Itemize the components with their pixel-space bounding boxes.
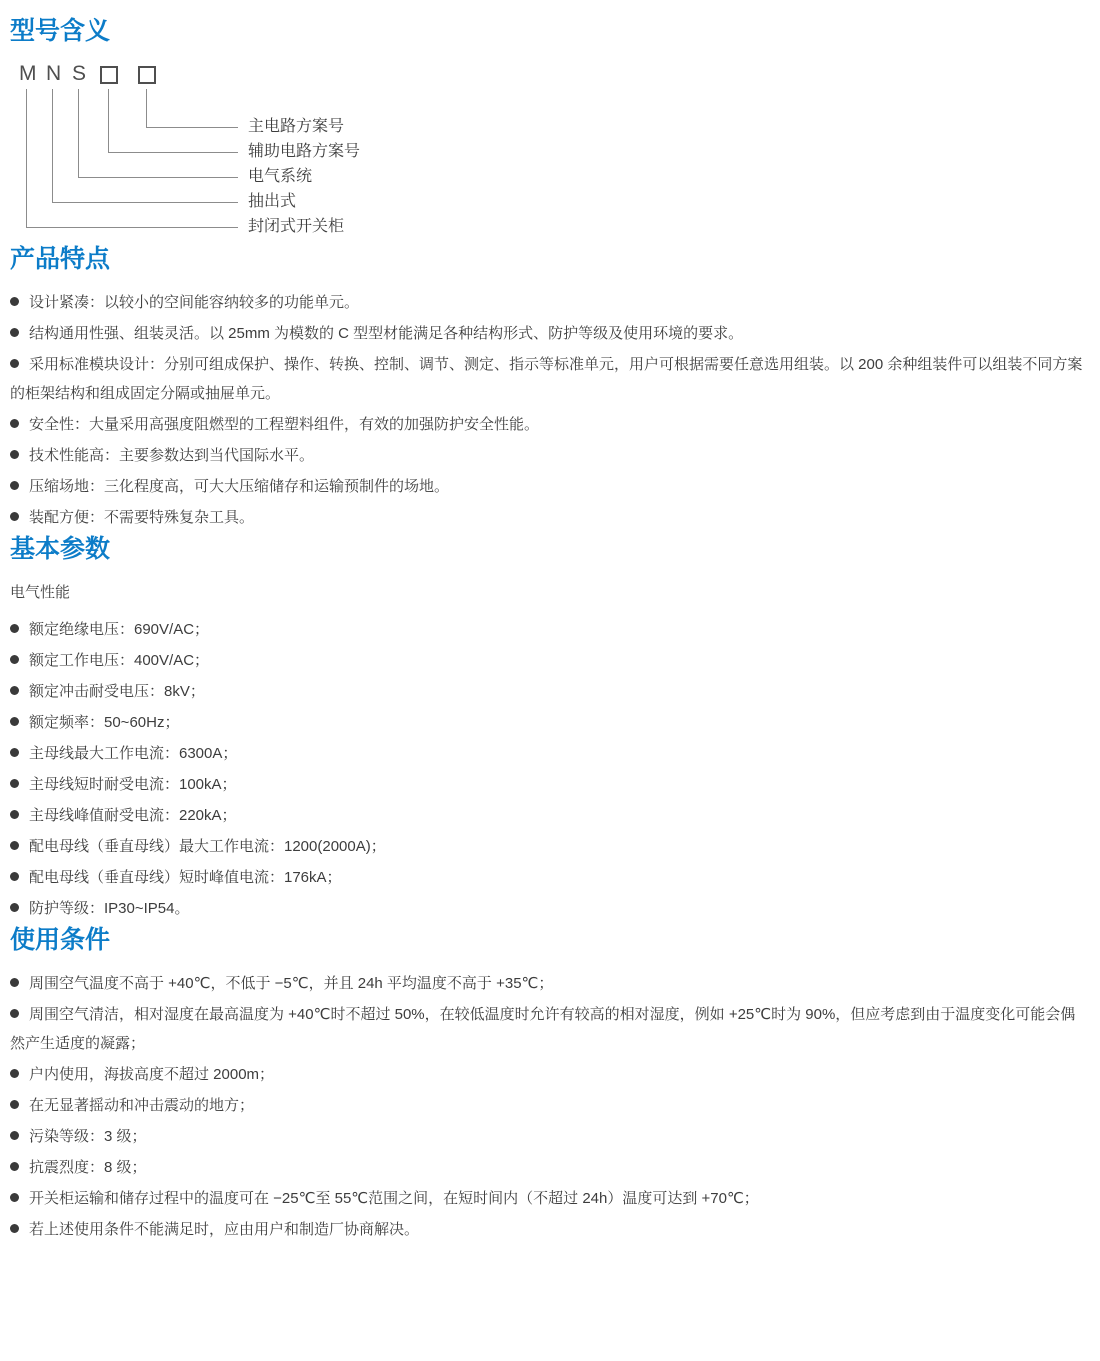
diagram-line [52,202,238,203]
list-item [10,646,1090,675]
feature-text: 压缩场地：三化程度高，可大大压缩储存和运输预制件的场地。 [29,478,450,495]
bullet-icon [10,450,19,459]
list-item [10,708,1090,737]
param-text: 防护等级：IP30~IP54。 [29,900,190,917]
list-item [10,410,1090,439]
list-item [10,350,1090,408]
param-text: 主母线短时耐受电流：100kA； [29,776,237,793]
feature-text: 采用标准模块设计：分别可组成保护、操作、转换、控制、调节、测定、指示等标准单元，用户可根据需要任意选用组装。以 200 余种组装件可以组装不同方案的柜架结构和组成固定分隔或抽屉单元。 [10,356,1083,402]
bullet-icon [10,297,19,306]
bullet-icon [10,1224,19,1233]
bullet-icon [10,978,19,987]
diagram-label-aux-circuit: 辅助电路方案号 [248,143,361,160]
list-item [10,894,1090,923]
features-list [10,288,1090,532]
list-item [10,1000,1090,1058]
param-text: 额定工作电压：400V/AC； [29,652,210,669]
bullet-icon [10,872,19,881]
bullet-icon [10,810,19,819]
diagram-line [26,89,27,227]
features-section-title: 产品特点 [10,245,111,273]
model-code-letter-s: S [72,62,87,85]
diagram-label-electric-system: 电气系统 [248,168,313,185]
diagram-line [146,89,147,127]
list-item [10,288,1090,317]
condition-text: 周围空气清洁，相对湿度在最高温度为 +40℃时不超过 50%，在较低温度时允许有较高的相对湿度，例如 +25℃时为 90%，但应考虑到由于温度变化可能会偶然产生适度的凝露； [10,1006,1076,1052]
bullet-icon [10,686,19,695]
bullet-icon [10,419,19,428]
model-code-letter-n: N [46,62,62,85]
condition-text: 若上述使用条件不能满足时，应由用户和制造厂协商解决。 [29,1221,420,1238]
bullet-icon [10,655,19,664]
list-item [10,503,1090,532]
model-placeholder-box [100,66,118,84]
list-item [10,441,1090,470]
list-item [10,739,1090,768]
diagram-line [26,227,238,228]
param-text: 额定频率：50~60Hz； [29,714,180,731]
diagram-label-enclosed-switchgear: 封闭式开关柜 [248,218,345,235]
section-product-features [10,244,1090,532]
bullet-icon [10,1193,19,1202]
list-item [10,472,1090,501]
model-section-title: 型号含义 [10,17,111,45]
param-text: 额定绝缘电压：690V/AC； [29,621,210,638]
diagram-line [146,127,238,128]
list-item [10,1184,1090,1213]
bullet-icon [10,328,19,337]
list-item [10,615,1090,644]
list-item [10,1060,1090,1089]
condition-text: 在无显著摇动和冲击震动的地方； [29,1097,255,1114]
bullet-icon [10,779,19,788]
diagram-label-main-circuit: 主电路方案号 [248,118,345,135]
bullet-icon [10,1131,19,1140]
condition-text: 户内使用，海拔高度不超过 2000m； [29,1066,275,1083]
list-item [10,770,1090,799]
bullet-icon [10,359,19,368]
feature-text: 安全性：大量采用高强度阻燃型的工程塑料组件，有效的加强防护安全性能。 [29,416,540,433]
bullet-icon [10,1100,19,1109]
model-code-letter-m: M [19,62,37,85]
model-placeholder-box [138,66,156,84]
bullet-icon [10,748,19,757]
list-item [10,1153,1090,1182]
conditions-section-title: 使用条件 [10,926,111,954]
params-list [10,615,1090,923]
section-basic-parameters [10,534,1090,923]
condition-text: 抗震烈度：8 级； [29,1159,147,1176]
list-item [10,1122,1090,1151]
param-text: 配电母线（垂直母线）短时峰值电流：176kA； [29,869,342,886]
list-item [10,801,1090,830]
param-text: 主母线最大工作电流：6300A； [29,745,238,762]
bullet-icon [10,903,19,912]
bullet-icon [10,841,19,850]
bullet-icon [10,1069,19,1078]
model-code-diagram [10,62,1090,244]
list-item [10,832,1090,861]
condition-text: 污染等级：3 级； [29,1128,147,1145]
feature-text: 设计紧凑：以较小的空间能容纳较多的功能单元。 [29,294,360,311]
list-item [10,863,1090,892]
bullet-icon [10,1009,19,1018]
diagram-line [78,89,79,177]
params-subtitle-electrical-performance: 电气性能 [10,584,71,601]
section-operating-conditions [10,925,1090,1244]
feature-text: 装配方便：不需要特殊复杂工具。 [29,509,255,526]
bullet-icon [10,624,19,633]
params-section-title: 基本参数 [10,535,111,563]
param-text: 主母线峰值耐受电流：220kA； [29,807,237,824]
feature-text: 技术性能高：主要参数达到当代国际水平。 [29,447,315,464]
bullet-icon [10,481,19,490]
bullet-icon [10,717,19,726]
diagram-line [108,89,109,152]
condition-text: 开关柜运输和储存过程中的温度可在 −25℃至 55℃范围之间，在短时间内（不超过 24h）温度可达到 +70℃； [29,1190,759,1207]
list-item [10,1215,1090,1244]
param-text: 额定冲击耐受电压：8kV； [29,683,205,700]
feature-text: 结构通用性强、组装灵活。以 25mm 为模数的 C 型型材能满足各种结构形式、防护等级及使用环境的要求。 [29,325,744,342]
param-text: 配电母线（垂直母线）最大工作电流：1200(2000A)； [29,838,386,855]
bullet-icon [10,1162,19,1171]
list-item [10,1091,1090,1120]
diagram-line [108,152,238,153]
diagram-label-drawout-type: 抽出式 [248,193,297,210]
section-model-meaning [10,16,1090,244]
list-item [10,969,1090,998]
list-item [10,319,1090,348]
bullet-icon [10,512,19,521]
list-item [10,677,1090,706]
diagram-line [52,89,53,202]
condition-text: 周围空气温度不高于 +40℃，不低于 −5℃，并且 24h 平均温度不高于 +35℃； [29,975,554,992]
conditions-list [10,969,1090,1244]
diagram-line [78,177,238,178]
